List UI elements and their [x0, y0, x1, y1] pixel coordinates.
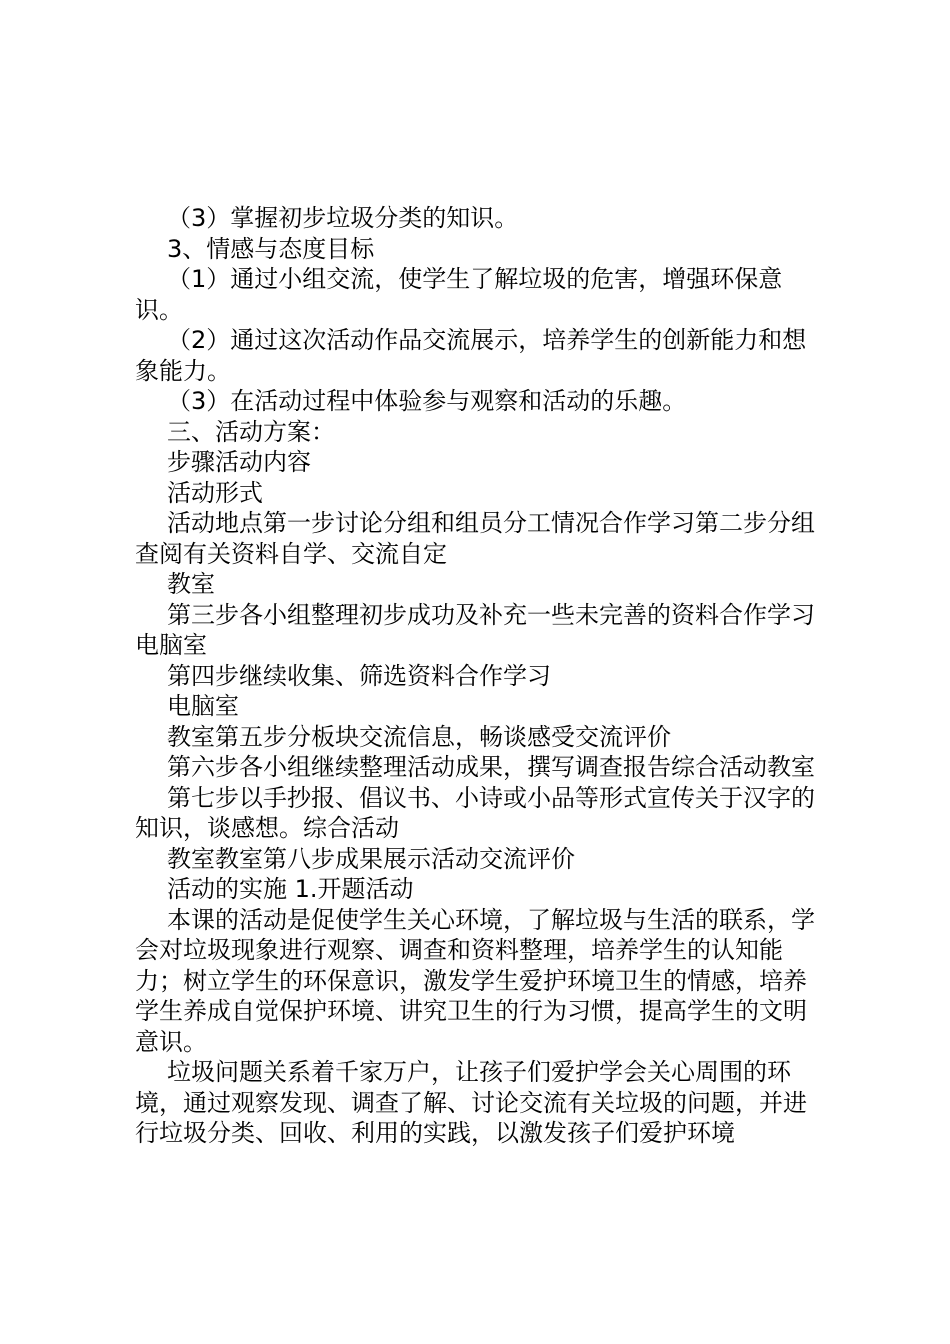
paragraph: （3）掌握初步垃圾分类的知识。 [167, 204, 519, 232]
paragraph: 活动的实施 1.开题活动 [167, 875, 414, 903]
paragraph: （3）在活动过程中体验参与观察和活动的乐趣。 [167, 387, 687, 415]
paragraph: 第三步各小组整理初步成功及补充一些未完善的资料合作学习电脑室 [135, 600, 815, 659]
paragraph: （2）通过这次活动作品交流展示，培养学生的创新能力和想象能力。 [135, 326, 807, 385]
paragraph: 活动形式 [167, 478, 263, 507]
section-heading: 三、活动方案： [167, 417, 335, 446]
section-heading: 3、情感与态度目标 [167, 234, 375, 263]
paragraph: 垃圾问题关系着千家万户，让孩子们爱护学会关心周围的环境，通过观察发现、调查了解、讨论交流有关垃圾的问题，并进行垃圾分类、回收、利用的实践，以激发孩子们爱护环境 [135, 1058, 807, 1147]
paragraph: 教室 [167, 570, 215, 598]
paragraph: 教室教室第八步成果展示活动交流评价 [167, 844, 575, 873]
paragraph: 第四步继续收集、筛选资料合作学习 [167, 661, 551, 690]
paragraph: 第七步以手抄报、倡议书、小诗或小品等形式宣传关于汉字的知识，谈感想。综合活动 [135, 783, 815, 842]
paragraph: 第六步各小组继续整理活动成果，撰写调查报告综合活动教室 [167, 753, 815, 781]
paragraph: 电脑室 [167, 692, 239, 720]
document-body [135, 203, 825, 1149]
paragraph: 活动地点第一步讨论分组和组员分工情况合作学习第二步分组查阅有关资料自学、交流自定 [135, 509, 815, 568]
paragraph: 步骤活动内容 [167, 448, 311, 476]
paragraph: 教室第五步分板块交流信息，畅谈感受交流评价 [167, 722, 671, 751]
paragraph: 本课的活动是促使学生关心环境，了解垃圾与生活的联系，学会对垃圾现象进行观察、调查和资料整理，培养学生的认知能力；树立学生的环保意识，激发学生爱护环境卫生的情感，培养学生养成自觉保护环境、讲究卫生的行为习惯，提高学生的文明意识。 [135, 905, 815, 1056]
paragraph: （1）通过小组交流，使学生了解垃圾的危害，增强环保意识。 [135, 265, 783, 324]
